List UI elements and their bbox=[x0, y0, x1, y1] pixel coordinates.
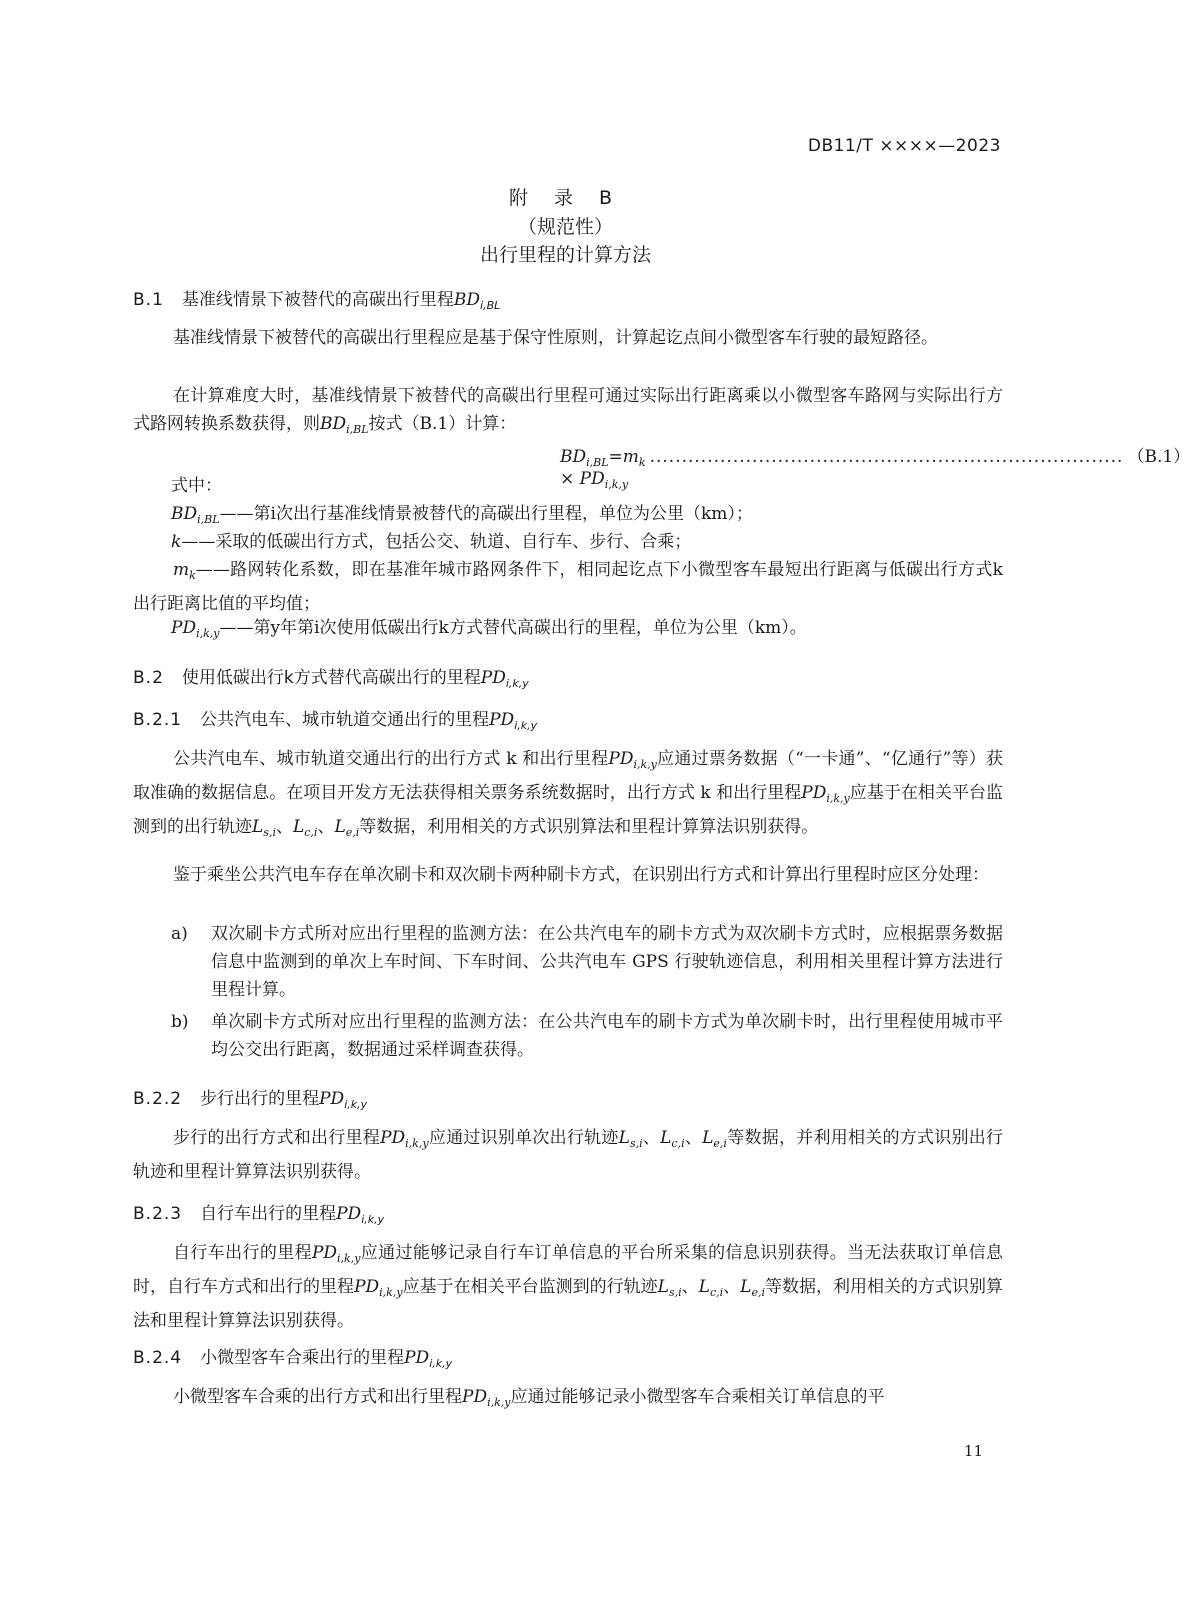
page-number: 11 bbox=[963, 1442, 983, 1460]
paragraph-b21-2: 鉴于乘坐公共汽电车存在单次刷卡和双次刷卡两种刷卡方式，在识别出行方式和计算出行里程时应区分处理： bbox=[173, 865, 989, 885]
section-heading-b21: B.2.1 公共汽电车、城市轨道交通出行的里程$PD_{i,k,y}$ bbox=[133, 710, 538, 732]
definition-bd: $BD_{i,BL}——$第i次出行基准线情景被替代的高碳出行里程，单位为公里（km）； bbox=[171, 504, 753, 526]
where-label: 式中： bbox=[171, 476, 222, 496]
section-heading-b22: B.2.2 步行出行的里程$PD_{i,k,y}$ bbox=[133, 1089, 368, 1111]
section-heading-b24: B.2.4 小微型客车合乘出行的里程$PD_{i,k,y}$ bbox=[133, 1348, 453, 1370]
section-heading-b23: B.2.3 自行车出行的里程$PD_{i,k,y}$ bbox=[133, 1204, 385, 1226]
document-code: DB11/T ××××—2023 bbox=[807, 136, 1001, 156]
definition-pd: $PD_{i,k,y}——$第y年第i次使用低碳出行k方式替代高碳出行的里程，单位为公里（km）。 bbox=[171, 618, 807, 640]
paragraph-b23: 自行车出行的里程$PD_{i,k,y}$应通过能够记录自行车订单信息的平台所采集的信息识别获得。当无法获取订单信息时，自行车方式和出行的里程$PD_{i,k,y}$应基于在相关平台监测到的行轨迹$L_{s,i}$、$L_{c,i}$、$L_{e,i}$等数据，利用相关的方式识别算法和里程计算算法识别获得。 bbox=[133, 1243, 1004, 1331]
definition-m: $m_k——$路网转化系数，即在基准年城市路网条件下，相同起讫点下小微型客车最短出行距离与低碳出行方式k出行距离比值的平均值； bbox=[133, 560, 1003, 614]
paragraph-b1-1: 基准线情景下被替代的高碳出行里程应是基于保守性原则，计算起讫点间小微型客车行驶的最短路径。 bbox=[173, 328, 938, 348]
list-item-a: a) 双次刷卡方式所对应出行里程的监测方法：在公共汽电车的刷卡方式为双次刷卡方式时，应根据票务数据信息中监测到的单次上车时间、下车时间、公共汽电车 GPS 行驶轨迹信息，利用相关里程计算方法进行里程计算。 bbox=[171, 924, 1003, 1000]
paragraph-b22: 步行的出行方式和出行里程$PD_{i,k,y}$应通过识别单次出行轨迹$L_{s,i}$、$L_{c,i}$、$L_{e,i}$等数据，并利用相关的方式识别出行轨迹和里程计算算法识别获得。 bbox=[133, 1128, 1004, 1182]
definition-k: k——采取的低碳出行方式，包括公交、轨道、自行车、步行、合乘； bbox=[171, 532, 692, 552]
list-item-b: b) 单次刷卡方式所对应出行里程的监测方法：在公共汽电车的刷卡方式为单次刷卡时，出行里程使用城市平均公交出行距离，数据通过采样调查获得。 bbox=[171, 1012, 1003, 1060]
section-heading-b2: B.2 使用低碳出行k方式替代高碳出行的里程$PD_{i,k,y}$ bbox=[133, 668, 529, 690]
appendix-nature: （规范性） bbox=[517, 216, 613, 238]
paragraph-b24: 小微型客车合乘的出行方式和出行里程$PD_{i,k,y}$应通过能够记录小微型客车合乘相关订单信息的平 bbox=[173, 1387, 885, 1409]
section-heading-b1: B.1 基准线情景下被替代的高碳出行里程$BD_{i,BL}$ bbox=[133, 290, 501, 312]
paragraph-b1-2: 在计算难度大时，基准线情景下被替代的高碳出行里程可通过实际出行距离乘以小微型客车路网与实际出行方式路网转换系数获得，则$BD_{i,BL}$按式（B.1）计算： bbox=[133, 386, 1003, 436]
appendix-title: 出行里程的计算方法 bbox=[479, 244, 651, 266]
formula-leader-dots: .......................................................................... bbox=[649, 447, 1124, 467]
formula-b1: $BD_{i,BL}=m_k \times PD_{i,k,y}$ .......................................................................... （B.1） bbox=[560, 442, 1003, 491]
paragraph-b21-1: 公共汽电车、城市轨道交通出行的出行方式 k 和出行里程$PD_{i,k,y}$应通过票务数据（“一卡通”、“亿通行”等）获取准确的数据信息。在项目开发方无法获得相关票务系统数据时，出行方式 k 和出行里程$PD_{i,k,y}$应基于在相关平台监测到的出行轨迹$L_{s,i}$、$L_{c,i}$、$L_{e,i}$等数据，利用相关的方式识别算法和里程计算算法识别获得。 bbox=[133, 749, 1004, 839]
appendix-label: 附 录 B bbox=[508, 187, 623, 209]
formula-number: （B.1） bbox=[1127, 447, 1190, 467]
